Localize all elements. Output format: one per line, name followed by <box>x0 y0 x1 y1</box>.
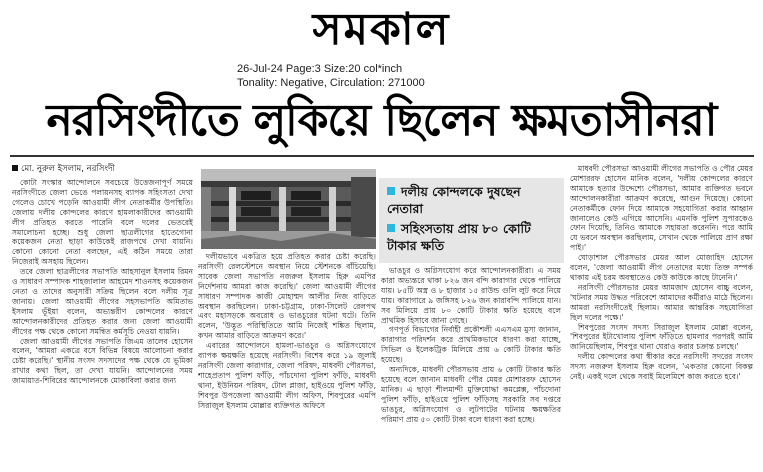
paragraph: অন্যদিকে, মাধবদী পৌরসভায় প্রায় ৬ কোটি টাকার ক্ষতি হয়েছে বলে জানান মাধবদী পৌর মেয়র মোশাররফ হোসেন মানিক। এ ছাড়া শীলমান্দী মুক্তিযোদ্ধা কমপ্লেক্স, পাঁচদোনা পুলিশ ফাঁড়ি, হাইওয়ে পুলিশ ফাঁড়িসহ সরকারি সব দপ্তরে ভাঙচুর, অগ্নিসংযোগ ও লুটপাটের ঘটনায় ক্ষয়ক্ষতির পরিমাণ প্রায় ৫০ কোটি টাকা বলে ধারণা করা হচ্ছে। <box>381 365 561 424</box>
article-column-4 <box>570 164 753 468</box>
bullet-square-icon <box>387 187 395 195</box>
clip-info <box>237 62 537 90</box>
paragraph: জেলা আওয়ামী লীগের সভাপতি জিএম তালেব হোসেন বলেন, 'আমরা একত্রে বসে বিভিন্ন বিষয়ে আলোচনা করার চেষ্টা করেছি।' স্থানীয় সংসদ সদস্যদের পক্ষ থেকে যে ভূমিকা রাখার কথা ছিল, তা দেখা যায়নি। আন্দোলনের সময় জামায়াত-শিবিরের আন্দোলনকে মোকাবিলা করার জন্য <box>12 336 193 386</box>
clip-tonality-circulation: Tonality: Negative, Circulation: 271000 <box>237 77 425 89</box>
paragraph: ভাঙচুর ও অগ্নিসংযোগ করে আন্দোলনকারীরা। এ সময় কারা অভ্যন্তরে থাকা ৮২৬ জন বন্দি কারাগার থেকে পালিয়ে যায়। ৮৫টি অস্ত্র ও ৮ হাজার ১৫ রাউন্ড গুলি লুট করে নিয়ে যায়। কারাগারে ৯ জঙ্গিসহ ৮২৬ জন কারাবন্দি পালিয়ে যান। সব মিলিয়ে প্রায় ৮০ কোটি টাকার ক্ষতি হয়েছে বলে প্রাথমিক হিসাবে জানা গেছে। <box>381 266 561 325</box>
bullet-square-icon <box>387 224 395 232</box>
headline-divider <box>10 155 754 157</box>
paragraph: মাধবদী পৌরসভা আওয়ামী লীগের সভাপতি ও পৌর মেয়র মোশাররফ হোসেন মানিক বলেন, 'দলীয় কোন্দলের কারণে আমাকে হত্যার উদ্দেশ্যে পৌরসভা, আমার ব্যক্তিগত ভবনে আন্দোলনকারীরা আক্রমণ করেছে, আগুন দিয়েছে। কোনো নেতাকর্মীকে ফোন দিয়ে আমাকে সহযোগিতা করার আহ্বান জানালেও কেউ এগিয়ে আসেনি। এমনকি পুলিশ সুপারকেও ফোন দিয়েছি, তিনিও আমাকে সহায়তা করেননি। পরে আমি যে ভবনে অবস্থান করছিলাম, সেখান থেকে পালিয়ে প্রাণ রক্ষা পাই।' <box>570 164 753 253</box>
burnt-building-photo <box>201 169 376 249</box>
byline <box>12 164 115 175</box>
paragraph: গণপূর্ত বিভাগের নির্বাহী প্রকৌশলী এএসএম মুসা জানান, কারাগার পরিদর্শন করে প্রাথমিকভাবে ধারণা করা যাচ্ছে, সিভিল ও ইলেকট্রিক মিলিয়ে প্রায় ৬ কোটি টাকার ক্ষতি হয়েছে। <box>381 325 561 365</box>
byline-text: মো. নুরুল ইসলাম, নরসিংদী <box>21 164 115 174</box>
paragraph: ঘোড়াশাল পৌরসভার মেয়র আল মোজাহিদ হোসেন বলেন, 'জেলা আওয়ামী লীগ নেতাদের মধ্যে তিক্ত সম্পর্ক থাকায় এই চরম অবস্থাতেও কেউ কাউকে কাছে টানেনি।' <box>570 253 753 282</box>
paragraph: নরসিংদী পৌরসভার মেয়র আমজাদ হোসেন বাচ্চু বলেন, 'ঘটনার সময় উদ্ধত পরিবেশে আমাদের কর্মীরাও মাঠে ছিলেন। আমরা নরসিংদীতেই ছিলাম। আমার আন্তরিক সহযোগিতা ছিল দলের পক্ষে।' <box>570 282 753 322</box>
callout-text: দলীয় কোন্দলকে দুষছেন নেতারা <box>387 184 521 216</box>
callout-item <box>387 220 559 254</box>
clip-date-page-size: 26-Jul-24 Page:3 Size:20 col*inch <box>237 63 403 75</box>
paragraph: দলীয়ভাবে একত্রিত হয়ে প্রতিহত করার চেষ্টা করেছি। নরসিংদী রেলস্টেশনে অবস্থান নিয়ে স্টেশনকে বাঁচিয়েছি। সাবেক জেলা সভাপতি নজরুল ইসলাম হিরু এমপির নির্দেশনায় আমরা কাজ করেছি।' জেলা আওয়ামী লীগের সাধারণ সম্পাদক কাজী মোহাম্মদ আলীর নিজ বাড়িতে অবস্থান করছিলেন। ঢাকা-চট্টগ্রাম, ঢাকা-সিলেট রেলপথ এবং মহাসড়কে অবরোধ ও ভাঙচুরের ঘটনা ঘটে। তিনি বলেন, 'উদ্ভূত পরিস্থিতিতে আমি নিজেই শঙ্কিত ছিলাম, কখন আমার বাড়িতে আক্রমণ করে।' <box>198 252 376 341</box>
paragraph: এবারের আন্দোলনে হামলা-ভাঙচুর ও অগ্নিসংযোগে ব্যাপক ক্ষয়ক্ষতি হয়েছে নরসিংদী। বিশেষ করে ১৯ জুলাই নরসিংদী জেলা কারাগার, জেলা পরিষদ, মাধবদী পৌরসভা, শাহেপ্রতাপ পুলিশ ফাঁড়ি, পাঁচদোনা পুলিশ ফাঁড়ি, মাধবদী থানা, ইউনিয়ন পরিষদ, টোল প্লাজা, হাইওয়ে পুলিশ ফাঁড়ি, শিবপুর উপজেলা আওয়ামী লীগ অফিস, শিবপুরের এমপি সিরাজুল ইসলাম মোল্লার ব্যক্তিগত অফিসে <box>198 341 376 410</box>
article-headline: নরসিংদীতে লুকিয়ে ছিলেন ক্ষমতাসীনরা <box>46 95 717 146</box>
paragraph: কোটা সংস্কার আন্দোলনে সবচেয়ে উত্তেজনাপূর্ণ সময়ে নরসিংদীতে জেলা ভেঙে পলায়নসহ ব্যাপক সহিংসতা দেখা গেলেও চোখে পড়েনি আওয়ামী লীগ নেতাকর্মীর উপস্থিতি। জেলায় দলীয় কোন্দলের কারণে হামলাকারীদের আওয়ামী লীগ প্রতিহত করতে পারেনি বলে দলের ভেতরেই সমালোচনা হচ্ছে। শুধু জেলা ছাত্রলীগের হাতেগোনা কয়েকজন নেতা ছাড়া কাউকেই রাজপথে দেখা যায়নি। কোনো কোনো নেতা বলছেন, এই কঠিন সময়ে তারা নিজেরাই অসহায় ছিলেন। <box>12 178 193 267</box>
byline-square-icon <box>12 165 18 171</box>
column-3-body <box>381 266 561 425</box>
paragraph: শিবপুরের সংসদ সদস্য সিরাজুল ইসলাম মোল্লা বলেন, 'শিবপুরের ইটাখোলায় পুলিশ ফাঁড়িতে হামলার পরপরই আমি জানিয়েছিলাম, শিবপুর থানা ঘেরাও করার চক্রান্ত চলছে।' <box>570 322 753 352</box>
paragraph: তবে জেলা ছাত্রলীগের সভাপতি আহসানুল ইসলাম রিমন ও সাধারণ সম্পাদক শাহজালাল আহমেদ শাওনসহ কয়েকজন নেতা ও তাদের অনুসারী সক্রিয় ছিলেন বলে দলীয় সূত্র জানায়। জেলা আওয়ামী লীগের সহসভাপতি অমিতাভ ইসলাম ভূঁইয়া বলেন, অভ্যন্তরীণ কোন্দলের কারণে আন্দোলনকারীদের প্রতিহত করার জন্য জেলা আওয়ামী লীগের পক্ষ থেকে কোনো সমন্বিত কর্মসূচি নেওয়া যায়নি। <box>12 267 193 336</box>
article-photo <box>201 169 376 249</box>
article-column-2 <box>198 252 376 468</box>
callout-item <box>387 183 559 217</box>
callout-box <box>379 178 564 263</box>
callout-text: সহিংসতায় প্রায় ৮০ কোটি টাকার ক্ষতি <box>387 221 531 253</box>
paragraph: দলীয় কোন্দলের কথা স্বীকার করে নরসিংদী সদরের সংসদ সদস্য নজরুল ইসলাম হিরু বলেন, 'একতার কোনো বিকল্প নেই। একই দলে থেকে সবাই মিলেমিশে কাজ করতে হবে।' <box>570 352 753 382</box>
newspaper-masthead: সমকাল <box>312 4 451 55</box>
article-column-1 <box>12 178 193 468</box>
